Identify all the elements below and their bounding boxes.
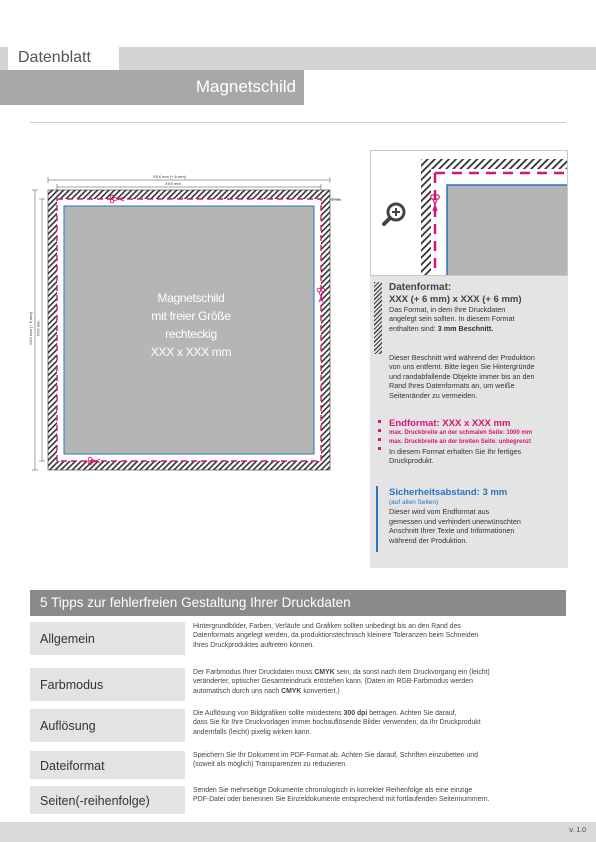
bleed-marker [374,282,382,354]
tip-row [30,668,566,701]
tip-row [30,622,566,655]
zoom-detail [370,150,568,276]
footer-bar [0,822,596,842]
tip-text: Hintergrundbilder, Farben, Verläufe und Grafiken sollten unbedingt bis an den Rand des Datenformats angelegt werden, da produktionstechnisch kleinere Toleranzen beim Schneiden Ihres Druckproduktes auftreten können. [193,623,479,649]
tip-text: Senden Sie mehrseitige Dokumente chronologisch in korrekter Reihenfolge als eine einzige PDF-Datei oder benennen Sie Einzeldokumente entsprechend mit fortlaufenden Seitennummern. [193,787,490,804]
title-bar [0,70,304,105]
tip-text: Die Auflösung von Bildgrafiken sollte mindestens 300 dpi betragen. Achten Sie darauf, dass Sie für Ihre Druckvorlagen immer hochauflösende Bilder verwenden, da Ihr Druckprodukt andernfalls (leicht) pixelig wirken kann. [193,710,481,736]
divider [30,122,566,123]
tip-text: Speichern Sie Ihr Dokument im PDF-Format ab. Achten Sie darauf, Schriften einzubetten und (soweit als möglich) Transparenzen zu reduzieren. [193,752,478,769]
dim-outer-width: XXX mm (+ 6 mm) [153,174,187,179]
tip-row [30,751,566,779]
dim-outer-height: XXX mm (+ 6 mm) [28,311,34,346]
tip-label: Allgemein [30,622,185,655]
product-label: Magnetschild mit freier Größe rechteckig XXX x XXX mm [150,291,232,359]
version-label: v. 1.0 [569,827,586,834]
tip-label: Dateiformat [30,751,185,779]
safety-marker [376,486,378,552]
tip-label: Farbmodus [30,668,185,701]
beschnitt-section: Dieser Beschnitt wird während der Produktion von uns entfernt. Bitte legen Sie Hintergründe und randabfallende Objekte immer bis an den Rand Ihres Datenformats an, um weiße Seitenränder zu vermeiden. [389,353,535,400]
dim-inner-width: XXX mm [165,181,181,186]
tip-label: Seiten(-reihenfolge) [30,786,185,814]
tip-label: Auflösung [30,709,185,742]
page-title: Magnetschild [195,77,296,96]
tip-row [30,709,566,742]
safety-section: Sicherheitsabstand: 3 mm (auf allen Seiten) Dieser wird vom Endformat aus gemessen und verhindert unerwünschten Anschnitt Ihrer Texte und Informationen während der Produktion. [389,487,521,545]
dim-margin: 3 mm [331,197,341,202]
dim-inner-height: XXX mm [35,320,41,337]
datenformat-section: Datenformat: XXX (+ 6 mm) x XXX (+ 6 mm) Das Format, in dem Ihre Druckdaten angelegt sein sollten. In diesem Format enthalten sind: 3 mm Beschnitt. [389,282,522,333]
tips-header [30,590,566,616]
tips-title: 5 Tipps zur fehlerfreien Gestaltung Ihrer Druckdaten [40,595,351,610]
datasheet-tab: Datenblatt [8,47,119,70]
endformat-section: Endformat: XXX x XXX mm max. Druckbreite an der schmalen Seite: 1000 mm max. Druckbreite an der breiten Seite: unbegrenzt In diesem Format erhalten Sie Ihr fertiges Druckprodukt. [389,418,533,466]
tip-row [30,786,566,814]
cut-marker [378,420,384,456]
tip-text: Der Farbmodus Ihrer Druckdaten muss CMYK sein, da sonst nach dem Druckvorgang ein (leicht) veränderter, optischer Gesamteindruck entstehen kann. (Daten im RGB-Farbmodus werden automatisch durch uns nach CMYK konvertiert.) [193,669,490,695]
zoom-in-icon [384,204,404,224]
